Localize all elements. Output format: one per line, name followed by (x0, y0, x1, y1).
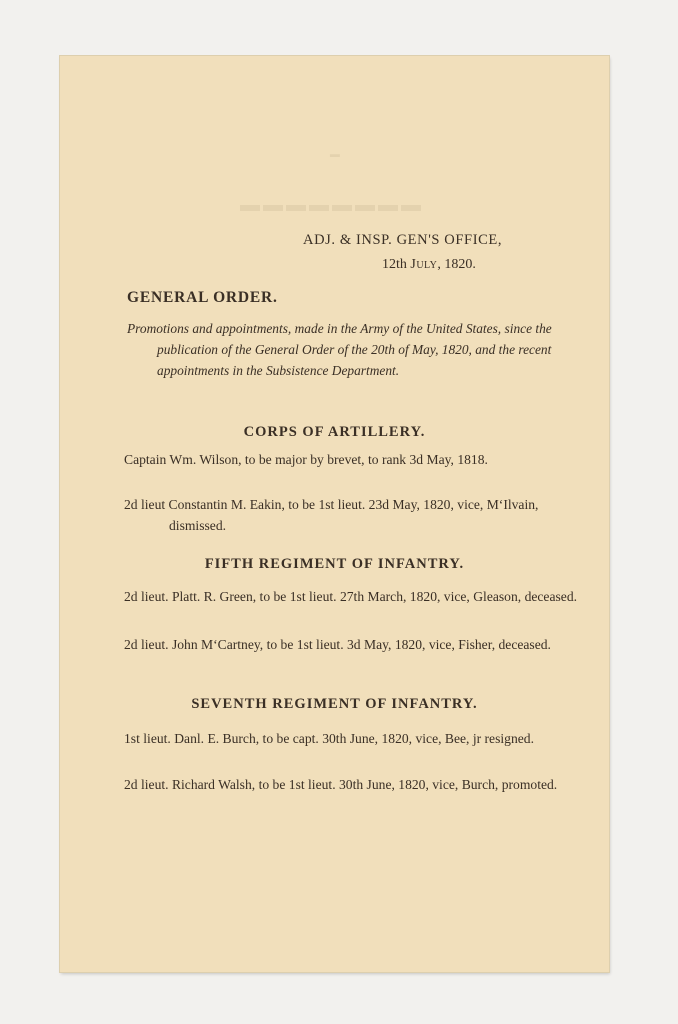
entry-artillery-1: Captain Wm. Wilson, to be major by brevet, to rank 3d May, 1818. (124, 452, 488, 467)
document-page (60, 56, 609, 972)
show-through-texture: ▬▬▬▬▬▬▬▬ (240, 194, 424, 216)
section-heading-seventh-infantry: SEVENTH REGIMENT OF INFANTRY. (191, 696, 478, 712)
office-heading: ADJ. & INSP. GEN'S OFFICE, (303, 232, 503, 248)
entry-seventh-infantry-2: 2d lieut. Richard Walsh, to be 1st lieut. 30th June, 1820, vice, Burch, promoted. (124, 777, 558, 792)
entry-fifth-infantry-1: 2d lieut. Platt. R. Green, to be 1st lieut. 27th March, 1820, vice, Gleason, deceased. (124, 589, 578, 604)
order-date (382, 257, 476, 273)
section-heading-fifth-infantry: FIFTH REGIMENT OF INFANTRY. (204, 556, 465, 572)
date-month: July (410, 257, 438, 272)
entry-seventh-infantry-1: 1st lieut. Danl. E. Burch, to be capt. 30th June, 1820, vice, Bee, jr resigned. (124, 731, 534, 746)
show-through-texture: ━ (330, 148, 340, 165)
entry-artillery-2: 2d lieut Constantin M. Eakin, to be 1st lieut. 23d May, 1820, vice, M‘Ilvain, dismissed. (124, 497, 539, 533)
order-title: GENERAL ORDER. (127, 289, 278, 306)
entry-fifth-infantry-2: 2d lieut. John M‘Cartney, to be 1st lieut. 3d May, 1820, vice, Fisher, deceased. (124, 637, 551, 652)
order-introduction: Promotions and appointments, made in the Army of the United States, since the publication of the General Order of the 20th of May, 1820, and the recent appointments in the Subsistence Department. (127, 321, 552, 378)
date-year: , 1820. (437, 257, 476, 272)
section-heading-artillery: CORPS OF ARTILLERY. (243, 424, 426, 440)
date-day: 12th (382, 257, 407, 272)
